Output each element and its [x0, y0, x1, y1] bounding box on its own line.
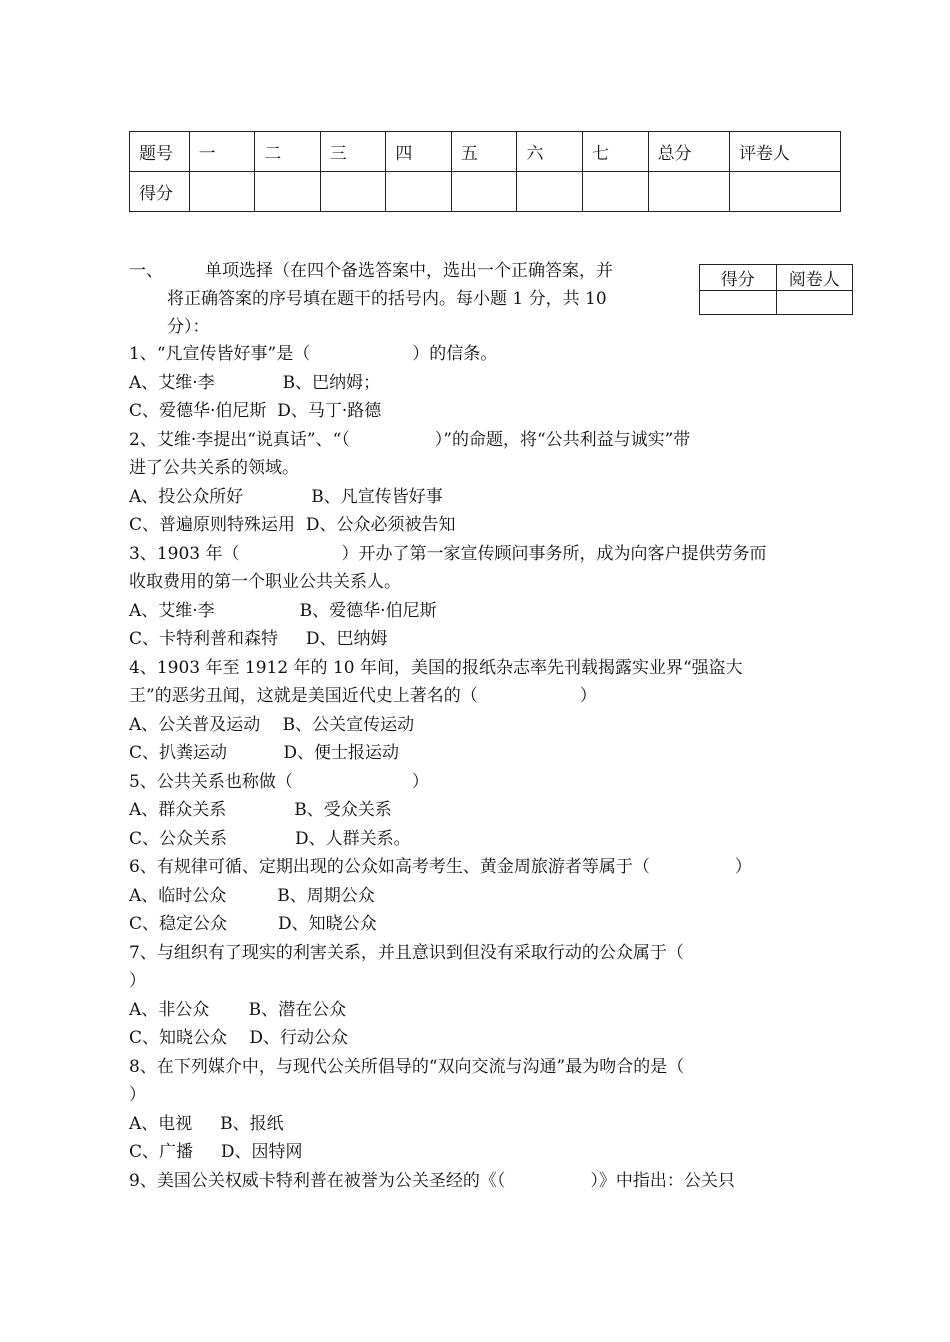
question-list — [129, 340, 821, 1195]
question-item — [129, 939, 821, 1053]
score-input-cell[interactable] — [451, 172, 517, 212]
question-stem: 王”的恶劣丑闻，这就是美国近代史上著名的（ ） — [129, 686, 597, 706]
question-stem: 9、美国公关权威卡特利普在被誉为公关圣经的《（ ）》中指出：公关只 — [129, 1170, 735, 1191]
question-stem: 6、有规律可循、定期出现的公众如高考考生、黄金周旅游者等属于（ ） — [129, 857, 752, 877]
score-input-cell[interactable] — [583, 172, 649, 212]
answer-options: C、知晓公众 D、行动公众 — [129, 1028, 349, 1048]
question-item — [129, 540, 821, 654]
score-table-cell: 一 — [189, 132, 255, 172]
question-item — [129, 426, 821, 540]
score-input-cell[interactable] — [255, 172, 321, 212]
score-table-cell: 评卷人 — [729, 132, 840, 172]
question-stem: 1、“凡宣传皆好事”是（ ）的信条。 — [129, 344, 498, 364]
score-table-cell: 四 — [386, 132, 452, 172]
score-table-cell: 七 — [583, 132, 649, 172]
question-stem: ） — [129, 971, 146, 991]
question-item — [129, 768, 821, 854]
section-instruction: 将正确答案的序号填在题干的括号内。每小题 1 分，共 10 — [167, 289, 607, 309]
grader-reviewer-cell[interactable] — [776, 291, 853, 315]
section-title — [129, 257, 674, 341]
answer-options: C、广播 D、因特网 — [129, 1142, 303, 1162]
grader-score-cell[interactable] — [700, 291, 777, 315]
answer-options: C、普遍原则特殊运用 D、公众必须被告知 — [129, 515, 456, 535]
score-input-cell[interactable] — [386, 172, 452, 212]
answer-options: C、扒粪运动 D、便士报运动 — [129, 743, 400, 763]
score-table-header-row — [130, 132, 841, 172]
question-item — [129, 1053, 821, 1167]
answer-options: A、群众关系 B、受众关系 — [129, 800, 392, 820]
score-table-cell: 六 — [517, 132, 583, 172]
score-input-cell[interactable] — [320, 172, 386, 212]
answer-options: C、卡特利普和森特 D、巴纳姆 — [129, 629, 388, 649]
answer-options: A、公关普及运动 B、公关宣传运动 — [129, 714, 415, 735]
question-stem: 7、与组织有了现实的利害关系，并且意识到但没有采取行动的公众属于（ — [129, 942, 684, 963]
score-table-cell: 题号 — [130, 132, 190, 172]
answer-options: A、艾维·李 B、爱德华·伯尼斯 — [129, 600, 437, 621]
grader-score-label: 得分 — [700, 265, 777, 291]
score-table-score-row — [130, 172, 841, 212]
answer-options: A、临时公众 B、周期公众 — [129, 885, 375, 906]
answer-options: A、电视 B、报纸 — [129, 1113, 284, 1134]
question-stem: 收取费用的第一个职业公共关系人。 — [129, 572, 401, 592]
question-item — [129, 1167, 821, 1196]
grader-reviewer-label: 阅卷人 — [776, 265, 853, 291]
question-stem: 4、1903 年至 1912 年的 10 年间，美国的报纸杂志率先刊载揭露实业界“强盗大 — [129, 657, 743, 678]
question-stem: 5、公共关系也称做（ ） — [129, 771, 429, 792]
question-item — [129, 340, 821, 426]
score-input-cell[interactable] — [729, 172, 840, 212]
question-stem: 进了公共关系的领域。 — [129, 458, 299, 478]
section-instruction: 单项选择（在四个备选答案中，选出一个正确答案，并 — [205, 261, 613, 281]
answer-options: A、投公众所好 B、凡宣传皆好事 — [129, 486, 443, 507]
question-stem: ） — [129, 1085, 146, 1105]
score-table-cell: 五 — [451, 132, 517, 172]
score-input-cell[interactable] — [517, 172, 583, 212]
answer-options: C、公众关系 D、人群关系。 — [129, 828, 411, 849]
score-row-label: 得分 — [130, 172, 190, 212]
score-table — [129, 131, 841, 212]
section-number: 一、 — [129, 261, 163, 281]
answer-options: A、非公众 B、潜在公众 — [129, 999, 347, 1020]
question-item — [129, 654, 821, 768]
question-stem: 3、1903 年（ ）开办了第一家宣传顾问事务所，成为向客户提供劳务而 — [129, 543, 767, 564]
score-input-cell[interactable] — [648, 172, 729, 212]
score-table-cell: 三 — [320, 132, 386, 172]
score-table-cell: 总分 — [648, 132, 729, 172]
question-stem: 8、在下列媒介中，与现代公关所倡导的“双向交流与沟通”最为吻合的是（ — [129, 1056, 685, 1077]
grader-box — [699, 264, 853, 315]
question-item — [129, 853, 821, 939]
answer-options: C、爱德华·伯尼斯 D、马丁·路德 — [129, 401, 382, 421]
answer-options: A、艾维·李 B、巴纳姆； — [129, 372, 381, 393]
score-input-cell[interactable] — [189, 172, 255, 212]
score-table-cell: 二 — [255, 132, 321, 172]
answer-options: C、稳定公众 D、知晓公众 — [129, 914, 377, 934]
section-instruction: 分）： — [167, 317, 210, 337]
question-stem: 2、艾维·李提出“说真话”、“（ ）”的命题，将“公共利益与诚实”带 — [129, 429, 691, 450]
